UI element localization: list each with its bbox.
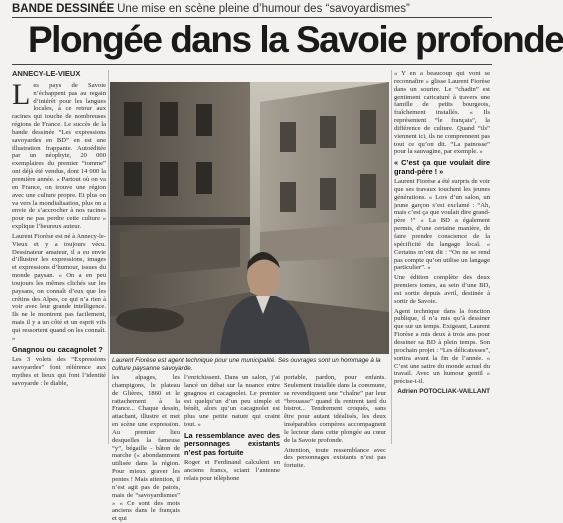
drop-cap: L: [12, 77, 31, 111]
paragraph: Agent technique dans la fonction publique, il n’a mis qu’à dessiner que sur un temps. Exigeant, Laurent Fiorèse a mis deux à trois ans pour dessiner sa BD à plein temps. Son prochain projet : “Les délicatesses”, sortira avant la fin de l’année. « C’est une satire du monde actuel du travail. Avec un humour gentil » précise-t-il.: [394, 307, 490, 386]
subhead: « C’est ça que voulait dire grand-père ! »: [394, 158, 490, 176]
photo-illustration: [110, 82, 389, 354]
paragraph: Roger et Ferdinand calculent en anciens francs, sciant l’antenne relais pour téléphone: [184, 459, 280, 482]
paragraph: l’enrichissent. Dans un salon, j’ai lancé un débat sur la nuance entre gnagnou et cacagnolet. Le premier est quelqu’un d’un peu simple et bénêt, alors qu’un cacagnolet est plus une petite nature qui craint tout. »: [184, 374, 280, 429]
subhead: Gnagnou ou cacagnolet ?: [12, 344, 103, 354]
paragraph: portable, pardon, pour enfants. Seulement installée dans la commune, se revendiquent une “chaîne” par leur “brouasse” quand ils rentrent tard du bistrot... Tendrement croqués, sans être pour autant idéalisés, les deux inséparables compères accompagnent le lecteur dans cette plongée au cœur de la Savoie profonde.: [284, 374, 386, 444]
subhead: La ressemblance avec des personnages existants n’est pas fortuite: [184, 430, 280, 457]
section-tag: BANDE DESSINÉE: [12, 3, 115, 15]
article-column-5: [394, 70, 490, 444]
column-divider: [108, 70, 109, 444]
kicker: [12, 3, 492, 15]
paragraph: Les 3 volets des “Expressions savoyardes” font référence aux mythes et lieux qui font l’identité savoyarde : le diable,: [12, 356, 106, 387]
byline: Adrien POTOCLIAK-VAILLANT: [397, 388, 490, 396]
dateline: ANNECY-LE-VIEUX: [12, 69, 81, 78]
kicker-subtitle: Une mise en scène pleine d’humour des “savoyardismes”: [117, 3, 410, 15]
paragraph: Laurent Fiorèse a été surpris de voir que ses travaux touchent les jeunes générations. « Lors d’un salon, un jeune garçon s’est exclamé : “Ah, mais c’est ça que voulait dire grand-père !” » La BD a également permis, d’une certaine manière, de faire prendre conscience de la spécificité du langage local. « Certains m’ont dit : “On ne se rend pas compte qu’on utilise un langage particulier”. »: [394, 178, 490, 272]
paragraph: Attention, toute ressemblance avec des personnages existants n’est pas fortuite.: [284, 446, 386, 470]
paragraph: « Y en a beaucoup qui vont se reconnaître » glisse Laurent Fiorèse dans un sourire. Le “chadin” est gentiment caricaturé à travers une famille de petits bourgeois, fraîchement installés. « Ils représentent “le français”, la différence de culture. Quand “ils” viennent ici, ils ne comprennent pas tout ce qu’on dit. “La patnosse” pour la sauvagine, par exemple. »: [394, 70, 490, 156]
article-column-1: [12, 70, 106, 442]
headline-rule: [12, 64, 492, 65]
paragraph: es pays de Savoie n’échappent pas au regain d’intérêt pour les langues locales, à ce retour aux racines qui touche de nombreuses régions de France. Le succès de la bande dessinée “Les expressions savoyardes en BD” en est une illustration frappante. Autoéditée par un néophyte, 20 000 exemplaires du premier “tomme” ont déjà été vendus, dont 14 000 la première année. « Partout où on va en France, on trouve une région avec une culture propre. Et plus on va vers la mondialisation, plus on a envie de s’accrocher à nos racines pour ne pas perdre cette culture » explique l’heureux auteur.: [12, 81, 106, 231]
headline: Plongée dans la Savoie profonde: [28, 19, 563, 60]
article-photo: [110, 82, 389, 354]
article-column-4: [284, 374, 386, 470]
column-divider: [391, 70, 392, 444]
article-column-3: [184, 374, 280, 482]
paragraph: Une édition complète des deux premiers tomes, au sein d’une BD, est sortie depuis avril, destinée à sortir de Savoie.: [394, 274, 490, 305]
paragraph: les alpages, les champigons, le plateau de Glières, 1860 et le rattachement à la France... Chaque dessin, attachant, illustre et met en scène une expression. Au premier lieu desquelles la fameuse “y”, bégaille - bâton de marche (« abondamment utilisée dans la région. Pour mieux graver les pentes ! Mais attention, il n’est agit pas de patois, mais de “savoyardismes” » « Ce sont des mots anciens dans le français et qui: [112, 374, 180, 523]
paragraph: Laurent Fiorèse est né à Annecy-le-Vieux et y a toujours vécu. Dessinateur amateur, il a eu envie d’illustrer les expressions, images et expressions d’humour, issues du monde paysan. « On a en peu toujours les mêmes clichés sur les paysans, on connaît d’eux que les crétins des Alpes, ce qui n’a rien à voir avec leur grande intelligence. Ils ne le montrent pas facilement, mais il y a un côté et un esprit vifs qui ressortent quand on les connaît. »: [12, 232, 106, 342]
photo-caption: Laurent Fiorèse est agent technique pour une municipalité. Ses ouvrages sont un hommage à la culture paysanne savoyarde.: [112, 357, 381, 372]
article-column-2: [112, 374, 180, 523]
